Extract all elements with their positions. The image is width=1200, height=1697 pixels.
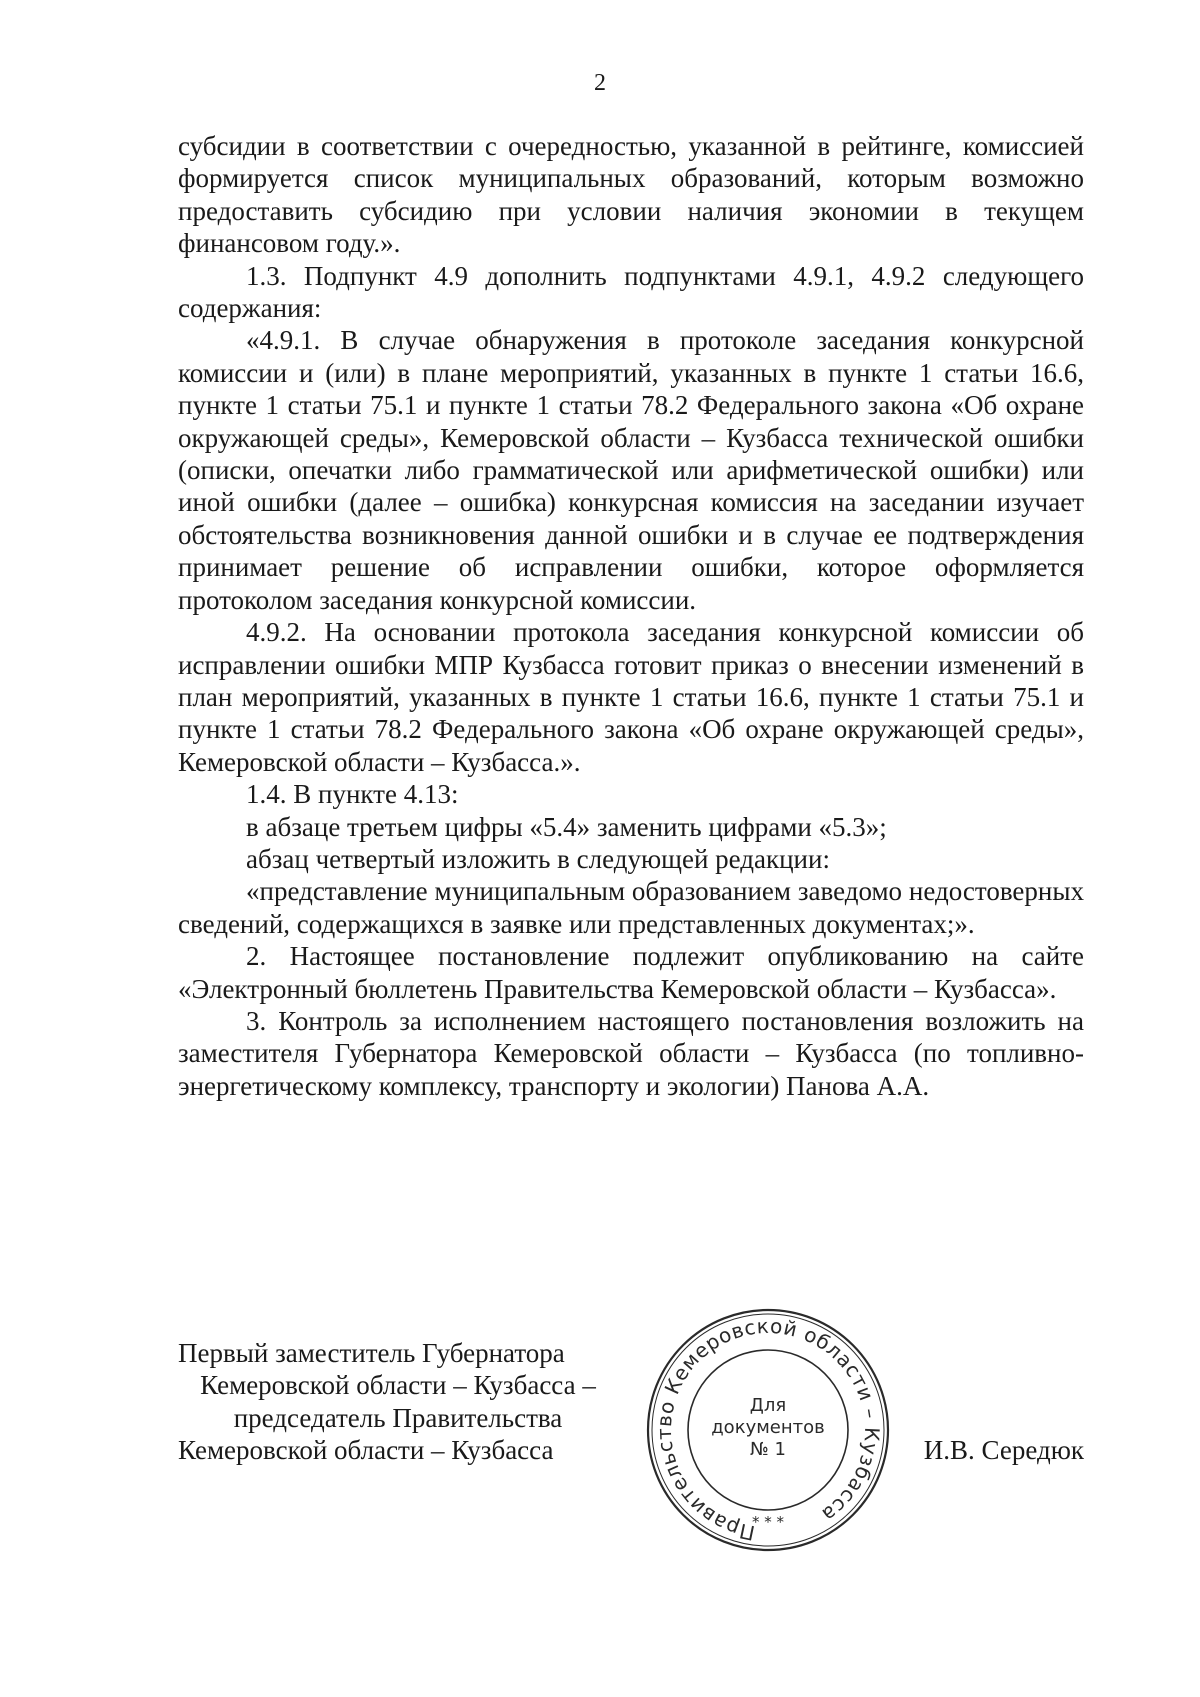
seal-center-line: Для (749, 1395, 787, 1416)
paragraph: 3. Контроль за исполнением настоящего постановления возложить на заместителя Губернатора Кемеровской области – Кузбасса (по топливно-энергетическому комплексу, транспорту и экологии) Панова А.А. (178, 1005, 1084, 1101)
document-body (178, 130, 1084, 1102)
signer-position (178, 1337, 618, 1467)
seal-center-line: документов (711, 1417, 825, 1438)
signer-position-line: Кемеровской области – Кузбасса – (200, 1370, 596, 1401)
paragraph: «представление муниципальным образованием заведомо недостоверных сведений, содержащихся в заявке или представленных документах;». (178, 876, 1084, 939)
official-seal (643, 1305, 893, 1555)
signer-name: И.В. Середюк (923, 1435, 1084, 1465)
paragraph: 1.4. В пункте 4.13: (246, 779, 459, 810)
paragraph: 1.3. Подпункт 4.9 дополнить подпунктами 4.9.1, 4.9.2 следующего содержания: (178, 260, 1084, 324)
paragraph: 2. Настоящее постановление подлежит опубликованию на сайте «Электронный бюллетень Правительства Кемеровской области – Кузбасса». (178, 941, 1084, 1004)
paragraph: абзац четвертый изложить в следующей редакции: (246, 843, 830, 874)
seal-stars: * * * (751, 1513, 785, 1531)
seal-ring-textpath: Правительство Кемеровской области – Кузбасса (651, 1313, 885, 1546)
paragraph: в абзаце третьем цифры «5.4» заменить цифрами «5.3»; (246, 811, 887, 842)
paragraph: «4.9.1. В случае обнаружения в протоколе заседания конкурсной комиссии и (или) в плане мероприятий, указанных в пункте 1 статьи 16.6, пункте 1 статьи 75.1 и пункте 1 статьи 78.2 Федерального закона «Об охране окружающей среды», Кемеровской области – Кузбасса технической ошибки (описки, опечатки либо грамматической или арифметической ошибки) или иной ошибки (далее – ошибка) конкурсная комиссия на заседании изучает обстоятельства возникновения данной ошибки и в случае ее подтверждения принимает решение об исправлении ошибки, которое оформляется протоколом заседания конкурсной комиссии. (178, 325, 1084, 615)
seal-center-line: № 1 (750, 1439, 786, 1460)
signer-position-line: Кемеровской области – Кузбасса (178, 1435, 554, 1466)
signer-position-line: Первый заместитель Губернатора (178, 1338, 565, 1368)
paragraph: 4.9.2. На основании протокола заседания конкурсной комиссии об исправлении ошибки МПР Кузбасса готовит приказ о внесении изменений в план мероприятий, указанных в пункте 1 статьи 16.6, пункте 1 статьи 75.1 и пункте 1 статьи 78.2 Федерального закона «Об охране окружающей среды», Кемеровской области – Кузбасса.». (178, 617, 1084, 777)
paragraph: субсидии в соответствии с очередностью, указанной в рейтинге, комиссией формируется список муниципальных образований, которым возможно предоставить субсидию при условии наличия экономии в текущем финансовом году.». (178, 131, 1084, 259)
page-number: 2 (594, 70, 606, 96)
signer-position-line: председатель Правительства (233, 1402, 563, 1433)
